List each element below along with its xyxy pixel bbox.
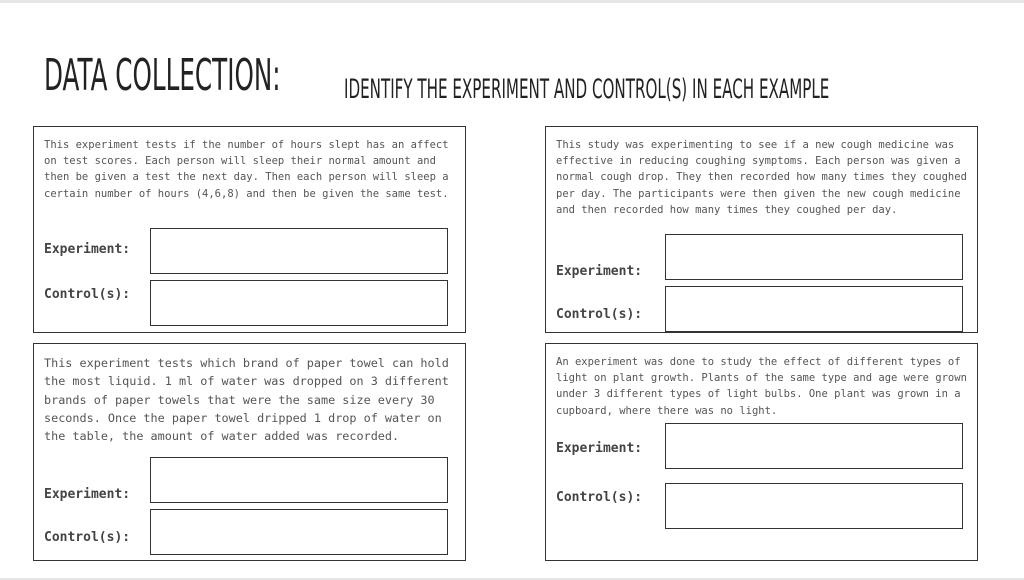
experiment-answer-box[interactable] xyxy=(150,228,448,274)
control-label: Control(s): xyxy=(44,530,131,545)
page-heading xyxy=(44,50,830,105)
experiment-answer-box[interactable] xyxy=(665,234,963,280)
example-description: This study was experimenting to see if a new cough medicine was effective in reducing coughing symptoms. Each person was given a normal cough drop. They then recorded how many times they coughed per day. The participants were then given the new cough medicine and then recorded how many times they coughed per day. xyxy=(556,139,967,216)
top-divider xyxy=(0,0,1024,3)
page-subtitle: IDENTIFY THE EXPERIMENT AND CONTROL(S) IN EACH EXAMPLE xyxy=(344,74,830,105)
example-card-cough-medicine xyxy=(545,126,978,333)
example-description: This experiment tests if the number of hours slept has an affect on test scores. Each person will sleep their normal amount and then be given a test the next day. Then each person will sleep a certain number of hours (4,6,8) and then be given the same test. xyxy=(44,139,449,200)
control-answer-box[interactable] xyxy=(665,286,963,332)
control-label: Control(s): xyxy=(556,490,643,505)
page-title: DATA COLLECTION: xyxy=(44,50,281,101)
experiment-answer-box[interactable] xyxy=(665,423,963,469)
example-card-plant-growth xyxy=(545,343,978,561)
control-answer-box[interactable] xyxy=(665,483,963,529)
control-label: Control(s): xyxy=(44,287,131,302)
experiment-label: Experiment: xyxy=(556,264,643,279)
control-label: Control(s): xyxy=(556,307,643,322)
experiment-answer-box[interactable] xyxy=(150,457,448,503)
experiment-label: Experiment: xyxy=(44,487,131,502)
control-answer-box[interactable] xyxy=(150,509,448,555)
example-description: An experiment was done to study the effect of different types of light on plant growth. Plants of the same type and age were grown under 3 different types of light bulbs. One plant was grown in a cupboard, where there was no light. xyxy=(556,356,967,417)
experiment-label: Experiment: xyxy=(556,441,643,456)
experiment-label: Experiment: xyxy=(44,242,131,257)
example-card-sleep xyxy=(33,126,466,333)
example-card-paper-towel xyxy=(33,343,466,561)
example-description: This experiment tests which brand of paper towel can hold the most liquid. 1 ml of water was dropped on 3 different brands of paper towels that were the same size every 30 seconds. Once the paper towel dripped 1 drop of water on the table, the amount of water added was recorded. xyxy=(44,356,449,444)
control-answer-box[interactable] xyxy=(150,280,448,326)
